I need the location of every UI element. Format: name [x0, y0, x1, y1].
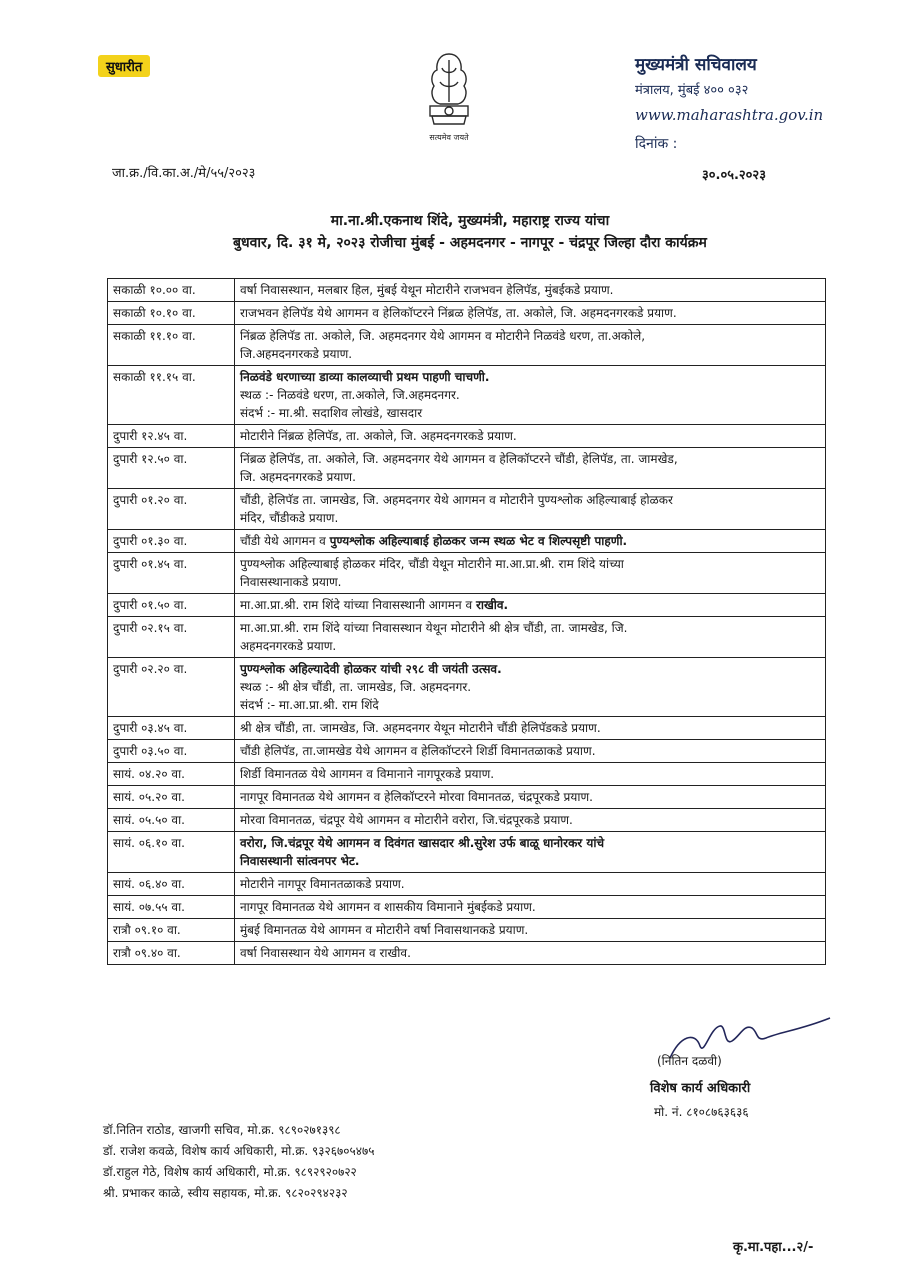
schedule-line-text: निवासस्थानाकडे प्रयाण.	[240, 575, 342, 589]
office-address: मंत्रालय, मुंबई ४०० ०३२	[635, 83, 749, 98]
schedule-details	[235, 325, 826, 366]
schedule-details	[235, 809, 826, 832]
schedule-line	[240, 898, 820, 916]
schedule-row	[108, 448, 826, 489]
schedule-time: रात्रौ ०९.४० वा.	[108, 942, 235, 965]
schedule-line-text: मोरवा विमानतळ, चंद्रपूर येथे आगमन व मोटारीने वरोरा, जि.चंद्रपूरकडे प्रयाण.	[240, 813, 573, 827]
schedule-details	[235, 896, 826, 919]
schedule-details	[235, 279, 826, 302]
schedule-time: दुपारी १२.५० वा.	[108, 448, 235, 489]
schedule-details	[235, 786, 826, 809]
schedule-row	[108, 942, 826, 965]
schedule-line-text: वर्षा निवासस्थान, मलबार हिल, मुंबई येथून मोटारीने राजभवन हेलिपॅड, मुंबईकडे प्रयाण.	[240, 283, 614, 297]
schedule-row	[108, 919, 826, 942]
schedule-time: रात्रौ ०९.१० वा.	[108, 919, 235, 942]
schedule-time: सायं. ०५.२० वा.	[108, 786, 235, 809]
schedule-time: दुपारी ०३.४५ वा.	[108, 717, 235, 740]
schedule-line-text: निवासस्थानी सांत्वनपर भेट.	[240, 854, 360, 868]
schedule-line	[240, 386, 820, 404]
schedule-line-text: पुण्यश्लोक अहिल्याबाई होळकर मंदिर, चौंडी येथून मोटारीने मा.आ.प्रा.श्री. राम शिंदे यांच्या	[240, 557, 624, 571]
copy-list-item: डॉ.नितिन राठोड, खाजगी सचिव, मो.क्र. ९८९०२७१३९८	[103, 1123, 341, 1137]
schedule-line-text: मुंबई विमानतळ येथे आगमन व मोटारीने वर्षा निवासथानकडे प्रयाण.	[240, 923, 529, 937]
schedule-details	[235, 740, 826, 763]
schedule-time: दुपारी ०१.३० वा.	[108, 530, 235, 553]
schedule-line	[240, 327, 820, 345]
schedule-details	[235, 489, 826, 530]
schedule-details	[235, 530, 826, 553]
schedule-line	[240, 450, 820, 468]
schedule-line	[240, 719, 820, 737]
website-link[interactable]: www.maharashtra.gov.in	[635, 106, 824, 124]
schedule-row	[108, 553, 826, 594]
schedule-line-text: मा.आ.प्रा.श्री. राम शिंदे यांच्या निवासस्थानी आगमन व	[240, 598, 476, 612]
schedule-time: सकाळी ११.१० वा.	[108, 325, 235, 366]
schedule-row	[108, 530, 826, 553]
schedule-line-text: संदर्भ :- मा.श्री. सदाशिव लोखंडे, खासदार	[240, 406, 423, 420]
schedule-details	[235, 553, 826, 594]
schedule-details	[235, 448, 826, 489]
schedule-line-text: चौंडी येथे आगमन व	[240, 534, 330, 548]
schedule-row	[108, 763, 826, 786]
schedule-time: सायं. ०६.१० वा.	[108, 832, 235, 873]
schedule-line	[240, 345, 820, 363]
schedule-details	[235, 366, 826, 425]
schedule-details	[235, 594, 826, 617]
schedule-row	[108, 302, 826, 325]
schedule-line	[240, 491, 820, 509]
schedule-row	[108, 617, 826, 658]
schedule-line-text: पुण्यश्लोक अहिल्यादेवी होळकर यांची २९८ वी जयंती उत्सव.	[240, 662, 502, 676]
schedule-details	[235, 832, 826, 873]
schedule-row	[108, 832, 826, 873]
schedule-row	[108, 366, 826, 425]
schedule-row	[108, 717, 826, 740]
schedule-line-text: मोटारीने नागपूर विमानतळाकडे प्रयाण.	[240, 877, 405, 891]
schedule-line-text: मा.आ.प्रा.श्री. राम शिंदे यांच्या निवासस्थान येथून मोटारीने श्री क्षेत्र चौंडी, ता. जामखेड, जि.	[240, 621, 628, 635]
schedule-line-text: चौंडी हेलिपॅड, ता.जामखेड येथे आगमन व हेलिकॉप्टरने शिर्डी विमानतळाकडे प्रयाण.	[240, 744, 596, 758]
office-name: मुख्यमंत्री सचिवालय	[635, 55, 757, 75]
emblem-motto: सत्यमेव जयते	[429, 133, 469, 142]
schedule-row	[108, 279, 826, 302]
title-line-2: बुधवार, दि. ३१ मे, २०२३ रोजीचा मुंबई - अहमदनगर - नागपूर - चंद्रपूर जिल्हा दौरा कार्यक्रम	[233, 235, 707, 251]
schedule-line	[240, 596, 820, 614]
schedule-row	[108, 873, 826, 896]
schedule-details	[235, 942, 826, 965]
schedule-line-text: वर्षा निवासस्थान येथे आगमन व राखीव.	[240, 946, 411, 960]
schedule-line	[240, 944, 820, 962]
schedule-line	[240, 660, 820, 678]
schedule-line	[240, 811, 820, 829]
copy-list-item: डॉ. राजेश कवळे, विशेष कार्य अधिकारी, मो.क्र. ९३२६७०५४७५	[103, 1144, 375, 1158]
date-label: दिनांक :	[635, 136, 678, 152]
schedule-details	[235, 658, 826, 717]
schedule-line	[240, 509, 820, 527]
schedule-row	[108, 594, 826, 617]
schedule-line-text: शिर्डी विमानतळ येथे आगमन व विमानाने नागपूरकडे प्रयाण.	[240, 767, 495, 781]
schedule-time: दुपारी ०३.५० वा.	[108, 740, 235, 763]
schedule-time: सकाळी १०.१० वा.	[108, 302, 235, 325]
schedule-details	[235, 919, 826, 942]
schedule-time: दुपारी १२.४५ वा.	[108, 425, 235, 448]
signatory-mobile: मो. नं. ८१०८७६३६३६	[654, 1105, 749, 1119]
reference-number: जा.क्र./वि.का.अ./मे/५५/२०२३	[112, 166, 256, 181]
schedule-line	[240, 573, 820, 591]
schedule-time: दुपारी ०१.२० वा.	[108, 489, 235, 530]
schedule-line-text: स्थळ :- श्री क्षेत्र चौंडी, ता. जामखेड, जि. अहमदनगर.	[240, 680, 472, 694]
schedule-line-text: निंब्रळ हेलिपॅड ता. अकोले, जि. अहमदनगर येथे आगमन व मोटारीने निळवंडे धरण, ता.अकोले,	[240, 329, 646, 343]
schedule-time: दुपारी ०२.२० वा.	[108, 658, 235, 717]
schedule-line-text: मंदिर, चौंडीकडे प्रयाण.	[240, 511, 339, 525]
schedule-line-text: चौंडी, हेलिपॅड ता. जामखेड, जि. अहमदनगर येथे आगमन व मोटारीने पुण्यश्लोक अहिल्याबाई होळकर	[240, 493, 673, 507]
schedule-line-text: अहमदनगरकडे प्रयाण.	[240, 639, 337, 653]
schedule-time: सायं. ०७.५५ वा.	[108, 896, 235, 919]
schedule-details	[235, 717, 826, 740]
schedule-line-text: नागपूर विमानतळ येथे आगमन व हेलिकॉप्टरने मोरवा विमानतळ, चंद्रपूरकडे प्रयाण.	[240, 790, 593, 804]
schedule-line-text: जि. अहमदनगरकडे प्रयाण.	[240, 470, 356, 484]
schedule-line	[240, 368, 820, 386]
schedule-row	[108, 896, 826, 919]
schedule-line-text: जि.अहमदनगरकडे प्रयाण.	[240, 347, 353, 361]
schedule-row	[108, 786, 826, 809]
document-title	[110, 210, 830, 254]
document-date: ३०.०५.२०२३	[702, 168, 766, 183]
schedule-time: सायं. ०५.५० वा.	[108, 809, 235, 832]
schedule-line	[240, 427, 820, 445]
schedule-time: सकाळी ११.१५ वा.	[108, 366, 235, 425]
schedule-row	[108, 425, 826, 448]
schedule-line-text: संदर्भ :- मा.आ.प्रा.श्री. राम शिंदे	[240, 698, 379, 712]
schedule-table	[107, 278, 826, 965]
schedule-time: सायं. ०४.२० वा.	[108, 763, 235, 786]
schedule-row	[108, 658, 826, 717]
schedule-line	[240, 921, 820, 939]
schedule-line	[240, 304, 820, 322]
schedule-line-text: स्थळ :- निळवंडे धरण, ता.अकोले, जि.अहमदनगर.	[240, 388, 460, 402]
schedule-line	[240, 875, 820, 893]
schedule-details	[235, 425, 826, 448]
schedule-line-text: श्री क्षेत्र चौंडी, ता. जामखेड, जि. अहमदनगर येथून मोटारीने चौंडी हेलिपॅडकडे प्रयाण.	[240, 721, 601, 735]
schedule-line-text: निळवंडे धरणाच्या डाव्या कालव्याची प्रथम पाहणी चाचणी.	[240, 370, 490, 384]
schedule-time: सकाळी १०.०० वा.	[108, 279, 235, 302]
schedule-time: दुपारी ०१.४५ वा.	[108, 553, 235, 594]
schedule-line	[240, 281, 820, 299]
state-emblem-icon	[418, 46, 480, 146]
schedule-line	[240, 765, 820, 783]
signatory-name: (नितिन दळवी)	[657, 1054, 722, 1068]
schedule-line-text: राजभवन हेलिपॅड येथे आगमन व हेलिकॉप्टरने निंब्रळ हेलिपॅड, ता. अकोले, जि. अहमदनगरकडे प्रयाण.	[240, 306, 677, 320]
schedule-line	[240, 852, 820, 870]
schedule-row	[108, 325, 826, 366]
schedule-line-text: नागपूर विमानतळ येथे आगमन व शासकीय विमानाने मुंबईकडे प्रयाण.	[240, 900, 536, 914]
schedule-line	[240, 742, 820, 760]
schedule-details	[235, 617, 826, 658]
copy-list-item: डॉ.राहुल गेठे, विशेष कार्य अधिकारी, मो.क्र. ९८९२९२०७२२	[103, 1165, 357, 1179]
schedule-time: दुपारी ०२.१५ वा.	[108, 617, 235, 658]
title-line-1: मा.ना.श्री.एकनाथ शिंदे, मुख्यमंत्री, महाराष्ट्र राज्य यांचा	[330, 213, 610, 229]
schedule-line	[240, 696, 820, 714]
schedule-details	[235, 302, 826, 325]
schedule-details	[235, 763, 826, 786]
schedule-time: सायं. ०६.४० वा.	[108, 873, 235, 896]
schedule-line-text: निंब्रळ हेलिपॅड, ता. अकोले, जि. अहमदनगर येथे आगमन व हेलिकॉप्टरने चौंडी, हेलिपॅड, ता. जामखेड,	[240, 452, 678, 466]
schedule-line	[240, 678, 820, 696]
schedule-row	[108, 740, 826, 763]
schedule-line	[240, 404, 820, 422]
schedule-line	[240, 532, 820, 550]
office-header	[635, 52, 895, 153]
schedule-line-highlight: राखीव.	[475, 598, 509, 612]
schedule-details	[235, 873, 826, 896]
schedule-time: दुपारी ०१.५० वा.	[108, 594, 235, 617]
schedule-line	[240, 619, 820, 637]
schedule-line	[240, 834, 820, 852]
schedule-row	[108, 809, 826, 832]
copy-list-item: श्री. प्रभाकर काळे, स्वीय सहायक, मो.क्र. ९८२०२९४२३२	[103, 1186, 348, 1200]
revised-badge: सुधारीत	[98, 55, 150, 77]
schedule-line-text: वरोरा, जि.चंद्रपूर येथे आगमन व दिवंगत खासदार श्री.सुरेश उर्फ बाळू धानोरकर यांचे	[240, 836, 605, 850]
schedule-line-highlight: पुण्यश्लोक अहिल्याबाई होळकर जन्म स्थळ भेट व शिल्पसृष्टी पाहणी.	[329, 534, 628, 548]
schedule-line	[240, 637, 820, 655]
continued-note: कृ.मा.पहा...२/-	[733, 1240, 814, 1255]
schedule-row	[108, 489, 826, 530]
schedule-line	[240, 788, 820, 806]
signatory-designation: विशेष कार्य अधिकारी	[650, 1081, 751, 1096]
copy-list	[103, 1120, 374, 1204]
schedule-line	[240, 555, 820, 573]
schedule-line-text: मोटारीने निंब्रळ हेलिपॅड, ता. अकोले, जि. अहमदनगरकडे प्रयाण.	[240, 429, 517, 443]
schedule-line	[240, 468, 820, 486]
